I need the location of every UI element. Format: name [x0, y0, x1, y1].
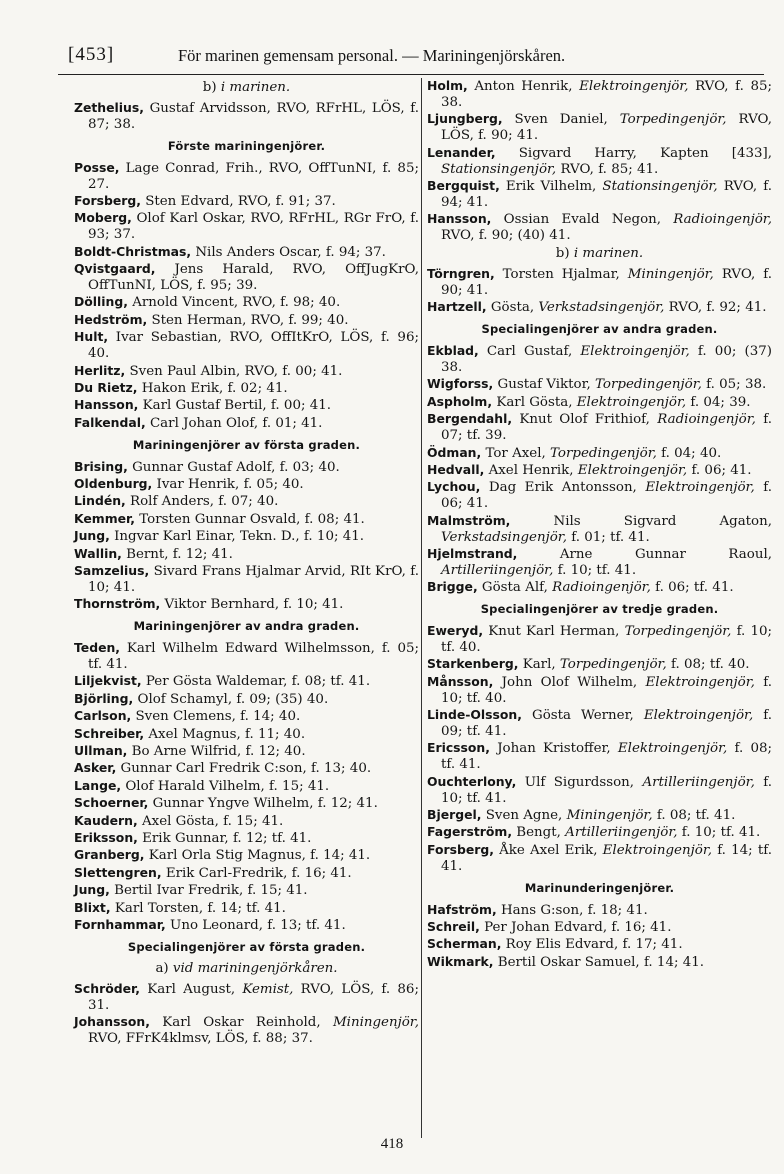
section-heading: Marinunderingenjörer.: [524, 880, 675, 895]
list-entry: Granberg, Karl Orla Stig Magnus, f. 14; 41.: [74, 847, 371, 864]
list-entry: Ekblad, Carl Gustaf, Elektroingenjör, f. 00; (37) 38.: [427, 343, 772, 375]
list-entry: Malmström, Nils Sigvard Agaton, Verkstadsingenjör, f. 01; tf. 41.: [427, 512, 772, 545]
list-entry: Brising, Gunnar Gustaf Adolf, f. 03; 40.: [74, 458, 340, 475]
list-entry: Bergendahl, Knut Olof Frithiof, Radioingenjör, f. 07; tf. 39.: [427, 411, 772, 444]
list-entry: Månsson, John Olof Wilhelm, Elektroingenjör, f. 10; tf. 40.: [427, 673, 772, 706]
right-column: [427, 78, 772, 971]
list-entry: Oldenburg, Ivar Henrik, f. 05; 40.: [74, 475, 304, 492]
list-entry: Holm, Anton Henrik, Elektroingenjör, RVO, f. 85; 38.: [427, 78, 772, 110]
list-entry: Forsberg, Åke Axel Erik, Elektroingenjör, f. 14; tf. 41.: [427, 841, 772, 874]
list-entry: Liljekvist, Per Gösta Waldemar, f. 08; tf. 41.: [74, 673, 371, 690]
list-entry: Scherman, Roy Elis Edvard, f. 17; 41.: [427, 936, 683, 953]
list-entry: Kaudern, Axel Gösta, f. 15; 41.: [74, 812, 284, 829]
list-entry: Hartzell, Gösta, Verkstadsingenjör, RVO, f. 92; 41.: [427, 299, 767, 316]
list-entry: Jung, Bertil Ivar Fredrik, f. 15; 41.: [74, 882, 308, 899]
list-entry: Ouchterlony, Ulf Sigurdsson, Artilleriingenjör, f. 10; tf. 41.: [427, 773, 772, 806]
subsection-label: a) vid mariningenjörkåren.: [155, 960, 338, 976]
section-heading: Mariningenjörer av andra graden.: [133, 619, 360, 634]
list-entry: Brigge, Gösta Alf, Radioingenjör, f. 06; tf. 41.: [427, 579, 734, 596]
list-entry: Carlson, Sven Clemens, f. 14; 40.: [74, 708, 301, 725]
section-heading: Förste mariningenjörer.: [167, 138, 326, 153]
list-entry: Forsberg, Sten Edvard, RVO, f. 91; 37.: [74, 192, 336, 209]
list-entry: Slettengren, Erik Carl-Fredrik, f. 16; 41.: [74, 864, 352, 881]
list-entry: Dölling, Arnold Vincent, RVO, f. 98; 40.: [74, 294, 341, 311]
list-entry: Falkendal, Carl Johan Olof, f. 01; 41.: [74, 414, 323, 431]
list-entry: Boldt-Christmas, Nils Anders Oscar, f. 94; 37.: [74, 243, 386, 260]
list-entry: Starkenberg, Karl, Torpedingenjör, f. 08; tf. 40.: [427, 656, 750, 673]
list-entry: Ödman, Tor Axel, Torpedingenjör, f. 04; 40.: [427, 444, 722, 461]
list-entry: Eriksson, Erik Gunnar, f. 12; tf. 41.: [74, 830, 312, 847]
column-divider: [421, 78, 422, 1138]
list-entry: Hedström, Sten Herman, RVO, f. 99; 40.: [74, 311, 349, 328]
list-entry: Qvistgaard, Jens Harald, RVO, OffJugKrO, OffTunNI, LÖS, f. 95; 39.: [74, 261, 419, 293]
list-entry: Hansson, Ossian Evald Negon, Radioingenjör, RVO, f. 90; (40) 41.: [427, 211, 772, 244]
list-entry: Teden, Karl Wilhelm Edward Wilhelmsson, f. 05; tf. 41.: [74, 640, 419, 672]
subsection-label: b) i marinen.: [202, 80, 291, 95]
subsection-label: b) i marinen.: [555, 246, 644, 262]
list-entry: Hansson, Karl Gustaf Bertil, f. 00; 41.: [74, 397, 332, 414]
list-entry: Eweryd, Knut Karl Herman, Torpedingenjör, f. 10; tf. 40.: [427, 623, 773, 655]
list-entry: Lychou, Dag Erik Antonsson, Elektroingenjör, f. 06; 41.: [427, 479, 773, 512]
list-entry: Moberg, Olof Karl Oskar, RVO, RFrHL, RGr FrO, f. 93; 37.: [74, 210, 419, 243]
list-entry: Hult, Ivar Sebastian, RVO, OffItKrO, LÖS, f. 96; 40.: [74, 329, 419, 362]
list-entry: Aspholm, Karl Gösta, Elektroingenjör, f. 04; 39.: [427, 393, 751, 410]
list-entry: Hedvall, Axel Henrik, Elektroingenjör, f. 06; 41.: [427, 461, 752, 478]
list-entry: Lenander, Sigvard Harry, Kapten [433], Stationsingenjör, RVO, f. 85; 41.: [427, 144, 772, 177]
list-entry: Wallin, Bernt, f. 12; 41.: [74, 545, 233, 562]
list-entry: Björling, Olof Schamyl, f. 09; (35) 40.: [74, 690, 329, 707]
list-entry: Ericsson, Johan Kristoffer, Elektroingenjör, f. 08; tf. 41.: [427, 740, 772, 773]
list-entry: Hjelmstrand, Arne Gunnar Raoul, Artilleriingenjör, f. 10; tf. 41.: [427, 545, 773, 578]
list-entry: Bergquist, Erik Vilhelm, Stationsingenjör, RVO, f. 94; 41.: [427, 177, 773, 210]
list-entry: Linde-Olsson, Gösta Werner, Elektroingenjör, f. 09; tf. 41.: [427, 707, 772, 740]
header-title: För marinen gemensam personal. — Mariningenjörskåren.: [178, 46, 566, 65]
list-entry: Du Rietz, Hakon Erik, f. 02; 41.: [74, 379, 288, 396]
section-reference: [453]: [68, 44, 115, 65]
list-entry: Blixt, Karl Torsten, f. 14; tf. 41.: [74, 899, 286, 916]
list-entry: Kemmer, Torsten Gunnar Osvald, f. 08; 41.: [74, 510, 365, 527]
list-entry: Lindén, Rolf Anders, f. 07; 40.: [74, 493, 279, 510]
left-column: [74, 78, 419, 1047]
list-entry: Törngren, Torsten Hjalmar, Miningenjör, RVO, f. 90; 41.: [427, 265, 773, 298]
list-entry: Asker, Gunnar Carl Fredrik C:son, f. 13; 40.: [74, 760, 372, 777]
list-entry: Schröder, Karl August, Kemist, RVO, LÖS, f. 86; 31.: [74, 980, 419, 1013]
list-entry: Schreil, Per Johan Edvard, f. 16; 41.: [427, 919, 672, 935]
list-entry: Fornhammar, Uno Leonard, f. 13; tf. 41.: [74, 917, 346, 934]
list-entry: Lange, Olof Harald Vilhelm, f. 15; 41.: [74, 777, 330, 794]
list-entry: Zethelius, Gustaf Arvidsson, RVO, RFrHL, LÖS, f. 87; 38.: [74, 99, 419, 132]
list-entry: Ullman, Bo Arne Wilfrid, f. 12; 40.: [74, 743, 306, 760]
list-entry: Jung, Ingvar Karl Einar, Tekn. D., f. 10; 41.: [74, 528, 365, 545]
list-entry: Herlitz, Sven Paul Albin, RVO, f. 00; 41.: [74, 362, 343, 379]
list-entry: Samzelius, Sivard Frans Hjalmar Arvid, RIt KrO, f. 10; 41.: [74, 562, 419, 595]
list-entry: Wikmark, Bertil Oskar Samuel, f. 14; 41.: [427, 953, 705, 970]
list-entry: Ljungberg, Sven Daniel, Torpedingenjör, RVO, LÖS, f. 90; 41.: [427, 111, 772, 144]
list-entry: Thornström, Viktor Bernhard, f. 10; 41.: [74, 596, 344, 613]
section-heading: Specialingenjörer av första graden.: [127, 940, 366, 954]
list-entry: Schreiber, Axel Magnus, f. 11; 40.: [74, 725, 306, 742]
list-entry: Johansson, Karl Oskar Reinhold, Miningenjör, RVO, FFrK4klmsv, LÖS, f. 88; 37.: [74, 1014, 419, 1047]
list-entry: Schoerner, Gunnar Yngve Wilhelm, f. 12; 41.: [74, 795, 378, 812]
list-entry: Posse, Lage Conrad, Frih., RVO, OffTunNI, f. 85; 27.: [74, 159, 419, 192]
section-heading: Specialingenjörer av tredje graden.: [480, 602, 719, 617]
list-entry: Hafström, Hans G:son, f. 18; 41.: [427, 901, 648, 918]
list-entry: Wigforss, Gustaf Viktor, Torpedingenjör, f. 05; 38.: [427, 376, 767, 393]
list-entry: Bjergel, Sven Agne, Miningenjör, f. 08; tf. 41.: [427, 807, 736, 824]
running-header: [58, 40, 764, 75]
page-number: 418: [380, 1136, 404, 1152]
section-heading: Mariningenjörer av första graden.: [132, 437, 361, 452]
section-heading: Specialingenjörer av andra graden.: [481, 322, 718, 337]
list-entry: Fagerström, Bengt, Artilleriingenjör, f. 10; tf. 41.: [427, 824, 761, 841]
